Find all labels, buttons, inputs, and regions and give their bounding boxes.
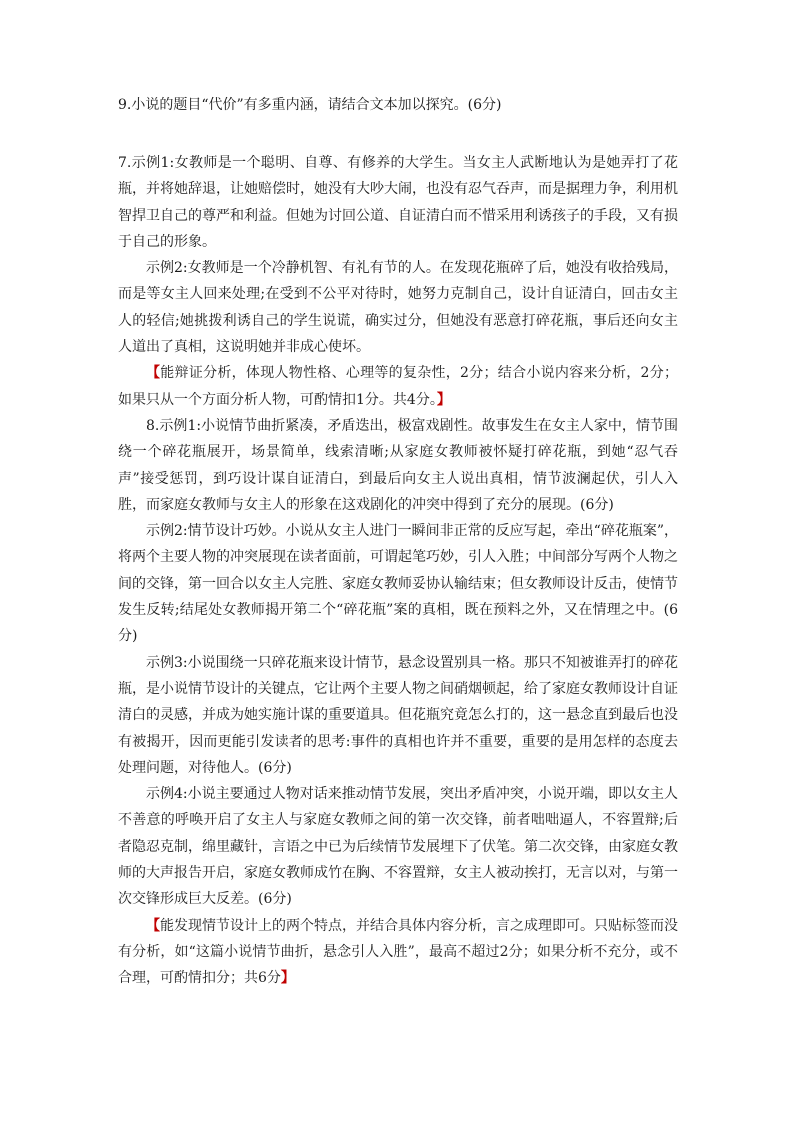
answer-7-example-1: 7.示例1:女教师是一个聪明、自尊、有修养的大学生。当女主人武断地认为是她弄打了花瓶，并将她辞退，让她赔偿时，她没有大吵大闹，也没有忍气吞声，而是据理力争，利用机智捍卫自己的尊严和利益。但她为讨回公道、自证清白而不惜采用利诱孩子的手段，又有损于自己的形象。: [118, 155, 678, 250]
rubric-close-bracket: 】: [436, 391, 451, 408]
rubric-close-bracket: 】: [280, 970, 295, 987]
answer-8-example-2: 示例2:情节设计巧妙。小说从女主人进门一瞬间非正常的反应写起，牵出“碎花瓶案”，将两个主要人物的冲突展现在读者面前，可谓起笔巧妙，引人入胜；中间部分写两个人物之间的交锋，第一回合以女主人完胜、家庭女教师妥协认输结束；但女教师设计反击，使情节发生反转;结尾处女教师揭开第二个“碎花瓶”案的真相，既在预料之外，又在情理之中。(6分): [118, 523, 678, 645]
answer-8-example-1: 8.示例1:小说情节曲折紧凑，矛盾迭出，极富戏剧性。故事发生在女主人家中，情节围绕一个碎花瓶展开，场景简单，线索清晰;从家庭女教师被怀疑打碎花瓶，到她“忍气吞声”接受惩罚，到巧设计谋自证清白，到最后向女主人说出真相，情节波澜起伏，引人入胜，而家庭女教师与女主人的形象在这戏剧化的冲突中得到了充分的展现。(6分): [118, 417, 678, 513]
answer-8-example-4: 示例4:小说主要通过人物对话来推动情节发展，突出矛盾冲突，小说开端，即以女主人不善意的呼唤开启了女主人与家庭女教师之间的第一次交锋，前者咄咄逼人，不容置辩;后者隐忍克制，绵里藏针，言语之中已为后续情节发展埋下了伏笔。第二次交锋，由家庭女教师的大声报告开启，家庭女教师成竹在胸、不容置辩，女主人被动挨打，无言以对，与第一次交锋形成巨大反差。(6分): [118, 786, 678, 908]
question-9: 9.小说的题目“代价”有多重内涵，请结合文本加以探究。(6分): [118, 97, 502, 113]
answer-8-rubric-text: 能发现情节设计上的两个特点，并结合具体内容分析，言之成理即可。只贴标签而没有分析，如“这篇小说情节曲折，悬念引人入胜”，最高不超过2分；如果分析不充分，或不合理，可酌情扣分；共6分: [118, 917, 678, 987]
answer-8-example-3: 示例3:小说围绕一只碎花瓶来设计情节，悬念设置别具一格。那只不知被谁弄打的碎花瓶，是小说情节设计的关键点，它让两个主要人物之间硝烟顿起，给了家庭女教师设计自证清白的灵感，并成为她实施计谋的重要道具。但花瓶究竟怎么打的，这一悬念直到最后也没有被揭开，因而更能引发读者的思考:事件的真相也许并不重要，重要的是用怎样的态度去处理问题，对待他人。(6分): [118, 654, 678, 776]
rubric-open-bracket: 【: [146, 917, 160, 934]
answer-7-example-2: 示例2:女教师是一个冷静机智、有礼有节的人。在发现花瓶碎了后，她没有收拾残局，而是等女主人回来处理;在受到不公平对待时，她努力克制自己，设计自证清白，回击女主人的轻信;她挑拨利诱自己的学生说谎，确实过分，但她没有恶意打碎花瓶，事后还向女主人道出了真相，这说明她并非成心使坏。: [118, 260, 678, 356]
answer-8-rubric: [118, 913, 678, 992]
answer-7-rubric: [118, 360, 678, 413]
answer-7-rubric-text: 能辩证分析，体现人物性格、心理等的复杂性，2分；结合小说内容来分析，2分；如果只从一个方面分析人物，可酌情扣1分。共4分。: [118, 365, 679, 408]
rubric-open-bracket: 【: [146, 365, 161, 382]
answer-key: [118, 150, 678, 992]
